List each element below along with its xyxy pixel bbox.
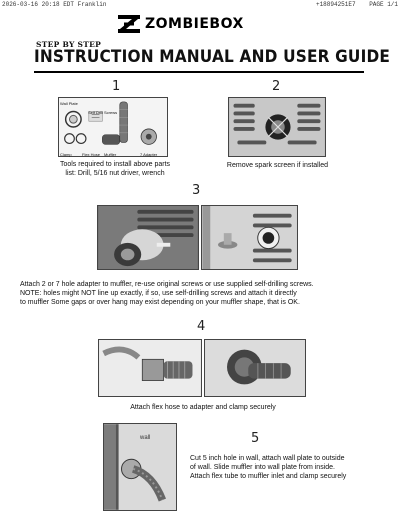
caption-line: Attach 2 or 7 hole adapter to muffler, re-use original screws or use supplied self-drilling screws.: [20, 281, 314, 288]
step-3-photo-left: [97, 205, 199, 270]
caption-line: Attach flex tube to muffler inlet and clamp securely: [190, 473, 347, 480]
fax-header: [2, 1, 398, 11]
brand-logo: [118, 14, 244, 34]
caption-line: Tools required to install above parts: [59, 161, 171, 168]
step-3-number: 3: [192, 183, 201, 198]
step-1-label-adapter: 7 Adapter: [140, 152, 158, 157]
step-4-number: 4: [197, 319, 206, 334]
fax-page: PAGE 1/1: [369, 1, 398, 8]
step-2-caption: Remove spark screen if installed: [226, 162, 329, 169]
zombiebox-z-logo-icon: [118, 15, 140, 33]
caption-line: NOTE: holes might NOT line up exactly, if so, use self-drilling screws and attach it directly: [20, 290, 297, 297]
step-1-label-clamp: Clamp: [60, 152, 72, 157]
step-1-number: 1: [112, 79, 121, 94]
step-1-label-wall-plate: Wall Plate: [60, 101, 78, 106]
title-divider: [34, 71, 364, 73]
step-2-number: 2: [272, 79, 281, 94]
step-1-label-muffler: Muffler: [104, 152, 117, 157]
brand-name: ZOMBIEBOX: [145, 16, 244, 32]
fax-number: +18894251E7: [315, 1, 356, 8]
page-title: INSTRUCTION MANUAL AND USER GUIDE: [34, 47, 391, 66]
caption-line: to muffler Some gaps or over hang may exist depending on your muffler shape, that is OK.: [20, 299, 300, 306]
caption-line: Cut 5 inch hole in wall, attach wall plate to outside: [190, 455, 345, 462]
step-3-caption: [20, 280, 390, 307]
step-1-label-screws: Self Drill Screws: [88, 110, 118, 115]
step-by-step-label: STEP BY STEP: [36, 40, 102, 49]
step-4-caption: Attach flex hose to adapter and clamp securely: [130, 404, 276, 411]
step-1-caption: [30, 160, 200, 178]
fax-timestamp: 2026-03-16 20:18 EDT Franklin: [2, 1, 107, 8]
fax-meta: [306, 1, 398, 8]
step-1-label-flex-hose: Flex Hose: [82, 152, 101, 157]
caption-line: list: Drill, 5/16 nut driver, wrench: [65, 170, 165, 177]
caption-line: of wall. Slide muffler into wall plate from inside.: [190, 464, 335, 471]
step-5-caption: [190, 454, 390, 481]
step-4-photo-right: [204, 339, 306, 397]
step-5-number: 5: [251, 431, 260, 446]
step-2-photo: [228, 97, 326, 157]
step-5-label-wall: wall: [140, 435, 151, 441]
step-4-photo-left: [98, 339, 202, 397]
step-3-photo-right: [201, 205, 298, 270]
